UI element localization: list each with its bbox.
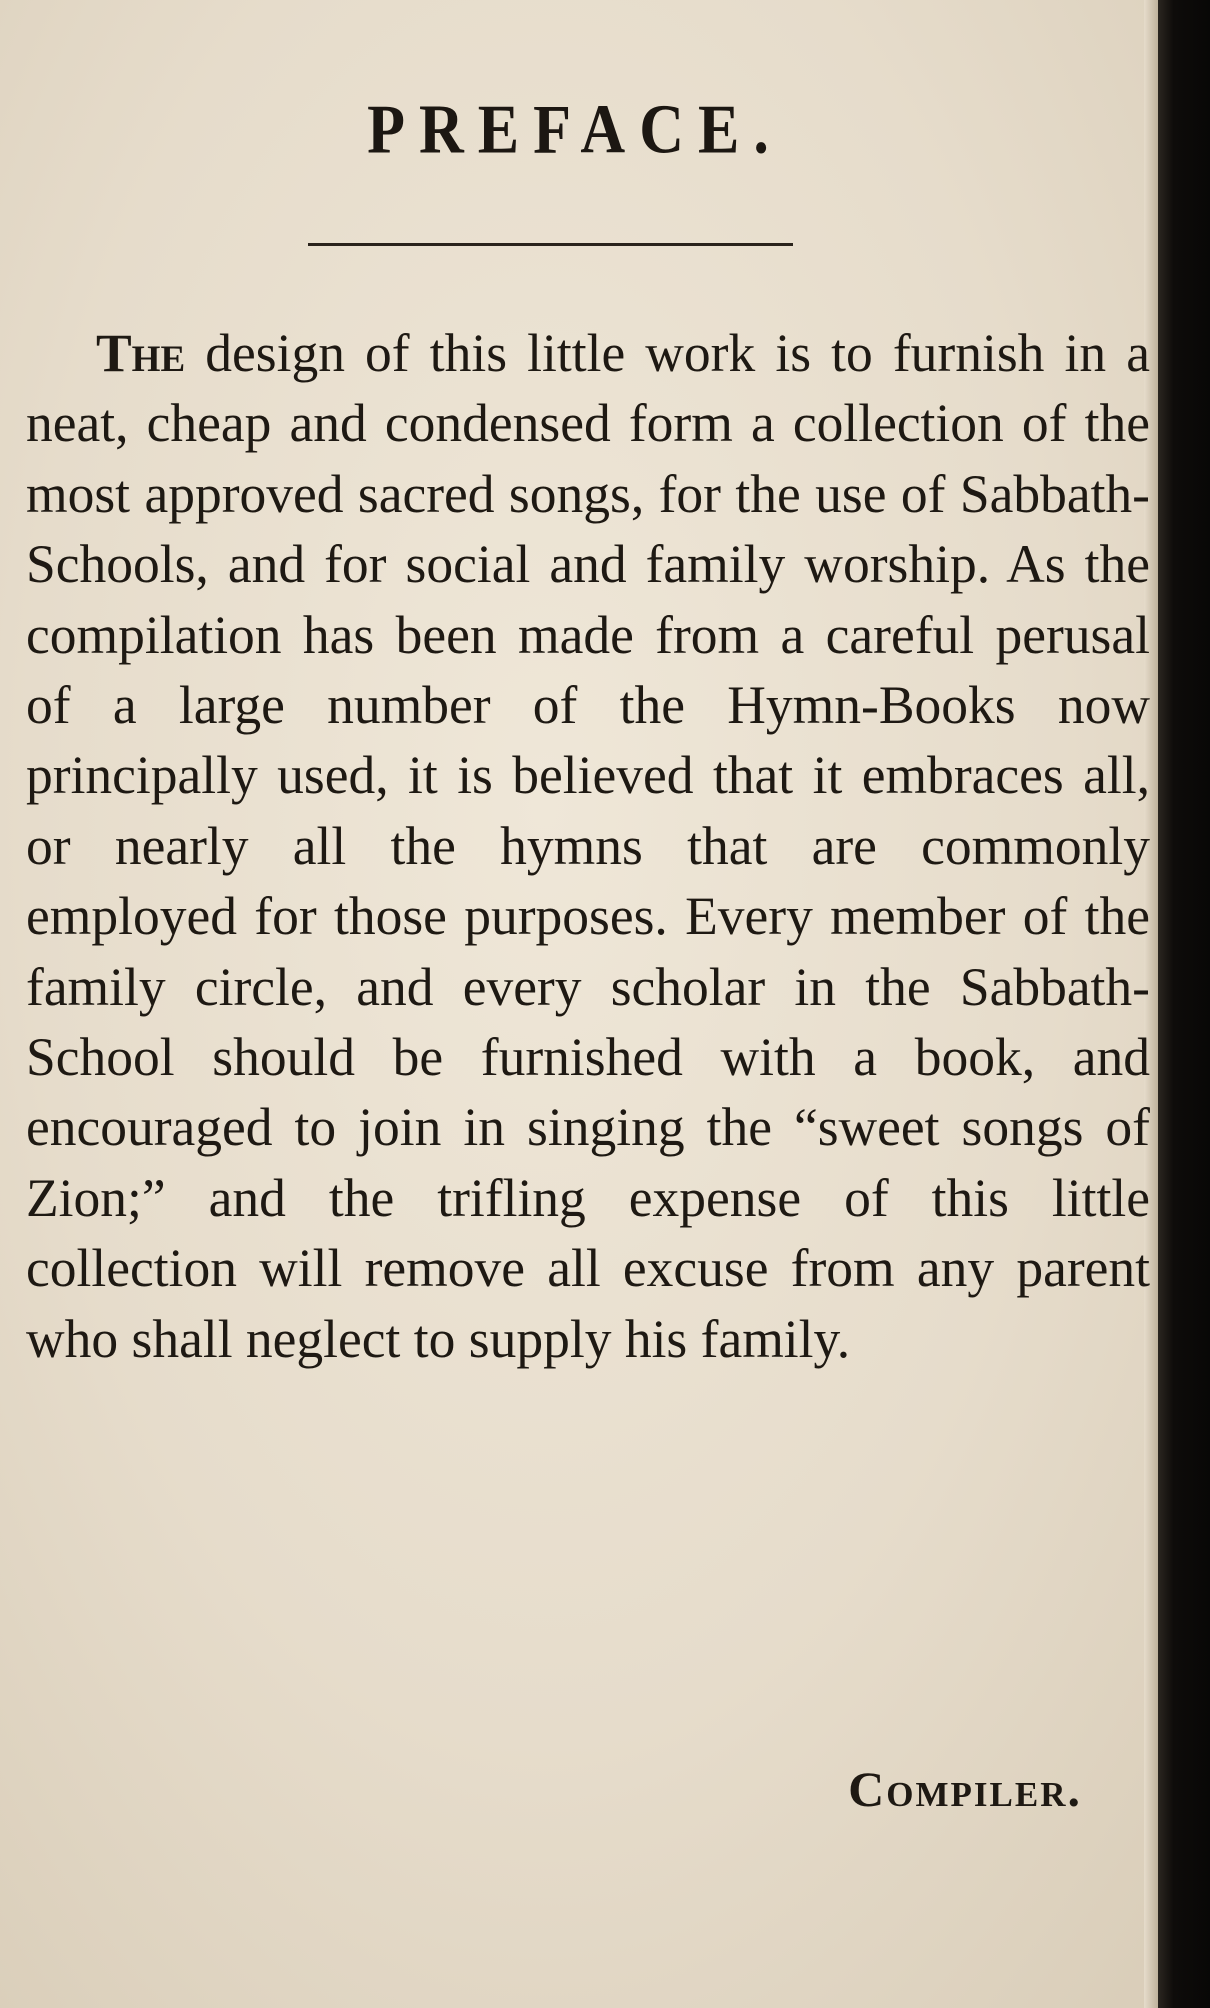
page-title: PREFACE. — [367, 91, 783, 169]
book-edge — [1158, 0, 1210, 2008]
preface-text: design of this little work is to furnish in a neat, cheap and condensed form a collection of the most approved sacred songs, for the use of Sabbath-Schools, and for social and family worship. As the compilation has been made from a careful perusal of a large number of the Hymn-Books now principally used, it is believed that it embraces all, or nearly all the hymns that are commonly employed for those purposes. Every member of the family circle, and every scholar in the Sabbath-School should be furnished with a book, and encouraged to join in singing the “sweet songs of Zion;” and the trifling expense of this little collection will remove all excuse from any parent who shall neglect to supply his family. — [26, 323, 1150, 1369]
preface-paragraph — [26, 318, 1150, 1374]
opening-word: The — [96, 323, 186, 383]
title-rule — [308, 243, 793, 246]
signature: Compiler. — [848, 1761, 1082, 1817]
